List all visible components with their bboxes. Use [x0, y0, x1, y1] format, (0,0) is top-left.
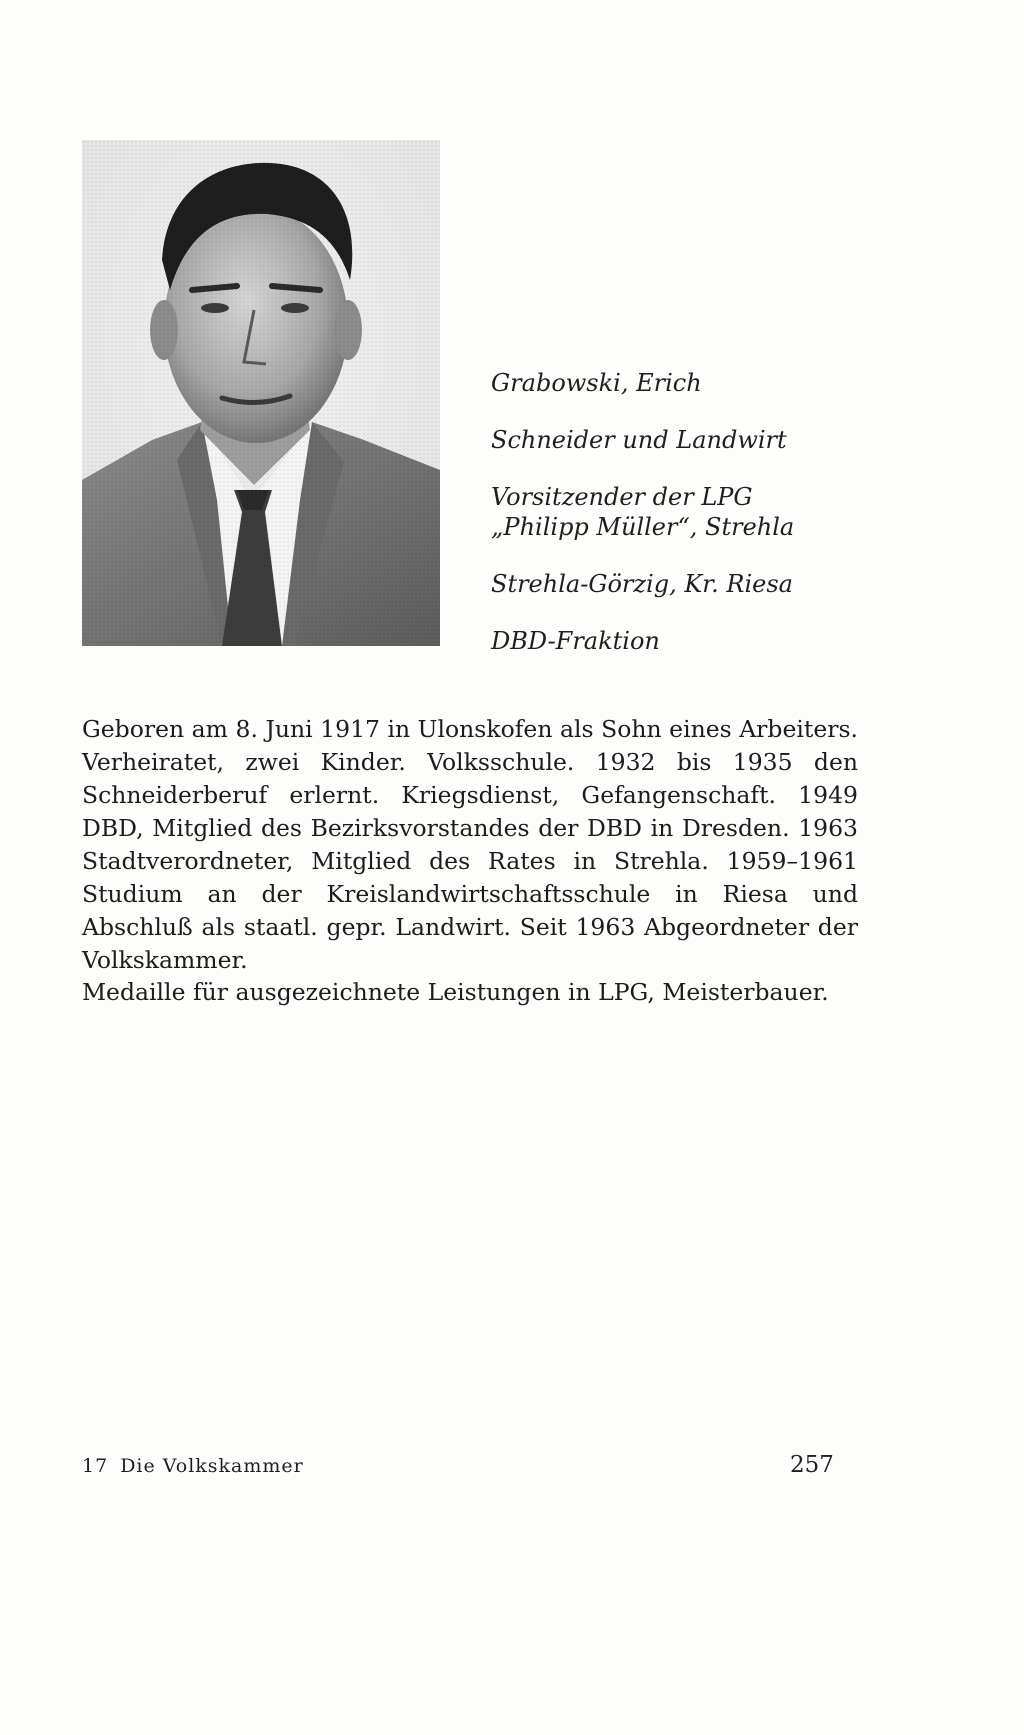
residence: Strehla-Görzig, Kr. Riesa: [491, 570, 793, 598]
biography-paragraph: Geboren am 8. Juni 1917 in Ulonskofen als Sohn eines Arbeiters. Verheiratet, zwei Kinder. Volksschule. 1932 bis 1935 den Schneiderberuf erlernt. Kriegsdienst, Gefangenschaft. 1949 DBD, Mitglied des Bezirksvorstandes der DBD in Dresden. 1963 Stadtverordneter, Mitglied des Rates in Strehla. 1959–1961 Studium an der Kreislandwirtschaftsschule in Riesa und Abschluß als staatl. gepr. Landwirt. Seit 1963 Abgeordneter der Volkskammer.: [82, 715, 858, 974]
person-name: Grabowski, Erich: [491, 369, 702, 397]
running-footer: [82, 1455, 304, 1477]
position-line-2: „Philipp Müller“, Strehla: [491, 513, 795, 541]
page-number: 257: [790, 1452, 834, 1478]
chapter-number: 17: [82, 1455, 109, 1477]
portrait-photo-graphic: [82, 140, 440, 646]
position-line-1: Vorsitzender der LPG: [491, 483, 753, 511]
chapter-title: Die Volkskammer: [120, 1455, 304, 1477]
awards-paragraph: Medaille für ausgezeichnete Leistungen in LPG, Meisterbauer.: [82, 978, 829, 1006]
profession: Schneider und Landwirt: [491, 426, 787, 454]
faction: DBD-Fraktion: [491, 627, 660, 655]
portrait-photo: [82, 140, 440, 646]
